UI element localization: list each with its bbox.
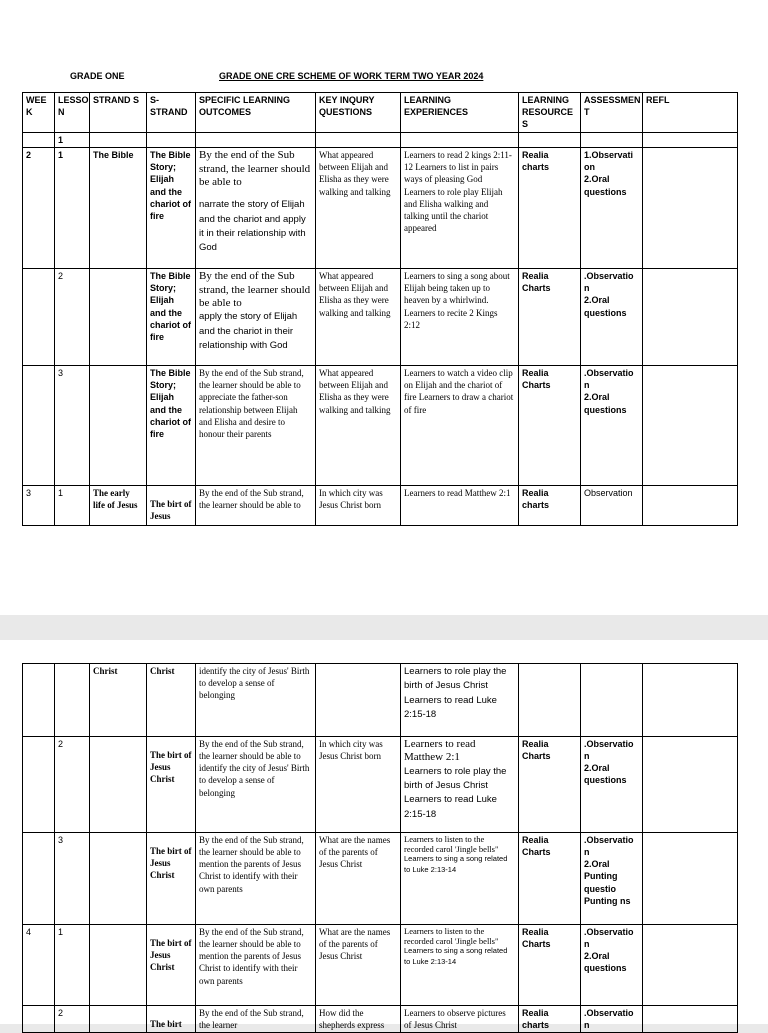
assess-text: 2.Oral questions (584, 392, 627, 415)
grade-label: GRADE ONE (70, 71, 125, 81)
lesson-cell: 1 (55, 148, 90, 269)
kiq-cell: What appeared between Elijah and Elisha as they were walking and talking (316, 366, 401, 486)
le-text: Learners to read Luke 2:15-18 (404, 694, 497, 720)
substrand-cell: The birt (147, 1006, 196, 1033)
lesson-cell: 2 (55, 1006, 90, 1033)
table-row (23, 664, 738, 737)
slo-text: narrate the story of Elijah and the chariot and apply it in their relationship with God (199, 199, 306, 254)
col-week: WEE K (23, 93, 55, 133)
assess-text: 2.Oral questions (584, 763, 627, 786)
table-row (23, 833, 738, 925)
le-cell: Learners to read 2 kings 2:11-12 Learners to list in pairs ways of pleasing God Learners to role play Elijah and Elisha walking and talking until the chariot appeared (401, 148, 519, 269)
le-text: Learners to role play the birth of Jesus Christ (404, 765, 507, 792)
col-slo: SPECIFIC LEARNING OUTCOMES (196, 93, 316, 133)
scheme-table-page-2 (22, 663, 738, 1033)
col-lr: LEARNING RESOURCE S (519, 93, 581, 133)
table-row (23, 366, 738, 486)
lr-cell: Realia Charts (519, 366, 581, 486)
assess-cell (581, 925, 643, 1006)
assess-cell (581, 833, 643, 925)
slo-text: apply the story of Elijah and the chariot in their relationship with God (199, 311, 298, 351)
week-cell: 2 (23, 148, 55, 269)
assess-text: 1.Observati on (584, 150, 634, 173)
week-cell: 3 (23, 486, 55, 526)
kiq-cell: What appeared between Elijah and Elisha as they were walking and talking (316, 148, 401, 269)
table-row (23, 925, 738, 1006)
table-row (23, 1006, 738, 1033)
le-cell: Learners to watch a video clip on Elijah and the chariot of fire Learners to draw a chariot of fire (401, 366, 519, 486)
le-text: Learners to read Matthew 2:1 (404, 738, 476, 764)
table-row (23, 486, 738, 526)
substrand-cell: Christ (147, 664, 196, 737)
document-title: GRADE ONE CRE SCHEME OF WORK TERM TWO YEAR 2024 (219, 71, 484, 81)
substrand-cell: The birt of Jesus Christ (147, 925, 196, 1006)
assess-cell (581, 148, 643, 269)
le-cell (401, 664, 519, 737)
assess-cell (581, 366, 643, 486)
le-text: Learners to read Luke 2:15-18 (404, 794, 497, 820)
kiq-cell: In which city was Jesus Christ born (316, 737, 401, 833)
strand-cell: The early life of Jesus (90, 486, 147, 526)
slo-cell: By the end of the Sub strand, the learner should be able to mention the parents of Jesus Christ to identify with their own parents (196, 925, 316, 1006)
substrand-cell: The Bible Story; Elijah and the chariot of fire (147, 148, 196, 269)
slo-cell: By the end of the Sub strand, the learner (196, 1006, 316, 1033)
assess-cell (581, 269, 643, 366)
slo-cell: By the end of the Sub strand, the learner should be able to appreciate the father-son relationship between Elijah and Elisha and desire to honour their parents (196, 366, 316, 486)
lesson-cell: 1 (55, 133, 90, 148)
substrand-cell: The birt of Jesus (147, 486, 196, 526)
assess-text: 2.Oral questions (584, 951, 627, 974)
substrand-cell: The birt of Jesus Christ (147, 737, 196, 833)
col-le: LEARNING EXPERIENCES (401, 93, 519, 133)
assess-text: .Observatio n (584, 835, 634, 858)
slo-cell (196, 148, 316, 269)
scheme-table-page-1 (22, 92, 738, 526)
slo-cell: identify the city of Jesus' Birth to develop a sense of belonging (196, 664, 316, 737)
assess-text: .Observatio n (584, 739, 634, 762)
table-row (23, 148, 738, 269)
lesson-cell: 2 (55, 269, 90, 366)
assess-text: 2.Oral questions (584, 295, 627, 318)
lesson-cell: 3 (55, 833, 90, 925)
lr-cell: Realia Charts (519, 269, 581, 366)
le-cell (401, 737, 519, 833)
lr-cell: Realia charts (519, 486, 581, 526)
col-lesson: LESSO N (55, 93, 90, 133)
table-row (23, 269, 738, 366)
substrand-cell: The birt of Jesus Christ (147, 833, 196, 925)
le-cell (401, 925, 519, 1006)
kiq-cell: What are the names of the parents of Jesus Christ (316, 925, 401, 1006)
week-cell: 4 (23, 925, 55, 1006)
lesson-cell: 1 (55, 486, 90, 526)
slo-cell: By the end of the Sub strand, the learner should be able to (196, 486, 316, 526)
lr-cell: Realia Charts (519, 833, 581, 925)
slo-cell: By the end of the Sub strand, the learner should be able to mention the parents of Jesus Christ to identify with their own parents (196, 833, 316, 925)
le-cell: Learners to read Matthew 2:1 (401, 486, 519, 526)
lesson-cell: 1 (55, 925, 90, 1006)
assess-text: .Observatio n (584, 368, 634, 391)
substrand-cell: The Bible Story; Elijah and the chariot of fire (147, 366, 196, 486)
header-row (23, 93, 738, 133)
strand-cell: Christ (90, 664, 147, 737)
col-refl: REFL (643, 93, 738, 133)
le-text: Learners to role play the birth of Jesus Christ (404, 666, 507, 692)
lr-cell: Realia charts (519, 148, 581, 269)
slo-cell (196, 269, 316, 366)
slo-text: By the end of the Sub strand, the learner should be able to (199, 149, 311, 188)
kiq-cell: How did the shepherds express (316, 1006, 401, 1033)
slo-text: By the end of the Sub strand, the learner should be able to (199, 270, 311, 309)
col-assess: ASSESSMEN T (581, 93, 643, 133)
le-text: Learners to listen to the recorded carol 'Jingle bells" (404, 926, 499, 947)
col-kiq: KEY INQURY QUESTIONS (316, 93, 401, 133)
kiq-cell: In which city was Jesus Christ born (316, 486, 401, 526)
assess-text: .Observatio n (584, 271, 634, 294)
le-text: Learners to sing a song related to Luke 2:13-14 (404, 854, 508, 875)
kiq-cell: What are the names of the parents of Jesus Christ (316, 833, 401, 925)
slo-cell: By the end of the Sub strand, the learner should be able to identify the city of Jesus' Birth to develop a sense of belonging (196, 737, 316, 833)
col-substrand: S-STRAND (147, 93, 196, 133)
lesson-cell: 3 (55, 366, 90, 486)
kiq-cell: What appeared between Elijah and Elisha as they were walking and talking (316, 269, 401, 366)
le-text: Learners to listen to the recorded carol 'Jingle bells" (404, 834, 499, 855)
assess-cell (581, 737, 643, 833)
lr-cell: Realia Charts (519, 737, 581, 833)
lr-cell: Realia charts (519, 1006, 581, 1033)
assess-text: 2.Oral Punting questio Punting ns (584, 859, 631, 906)
le-cell: Learners to observe pictures of Jesus Christ (401, 1006, 519, 1033)
col-strands: STRAND S (90, 93, 147, 133)
assess-text: 2.Oral questions (584, 174, 627, 197)
lr-cell: Realia Charts (519, 925, 581, 1006)
substrand-cell: The Bible Story; Elijah and the chariot of fire (147, 269, 196, 366)
le-text: Learners to sing a song related to Luke 2:13-14 (404, 946, 508, 967)
strand-cell: The Bible (90, 148, 147, 269)
assess-cell: Observation (581, 486, 643, 526)
table-row (23, 737, 738, 833)
table-row (23, 133, 738, 148)
assess-cell: .Observatio n (581, 1006, 643, 1033)
le-cell: Learners to sing a song about Elijah being taken up to heaven by a whirlwind. Learners to recite 2 Kings 2:12 (401, 269, 519, 366)
lesson-cell: 2 (55, 737, 90, 833)
assess-text: .Observatio n (584, 927, 634, 950)
le-cell (401, 833, 519, 925)
